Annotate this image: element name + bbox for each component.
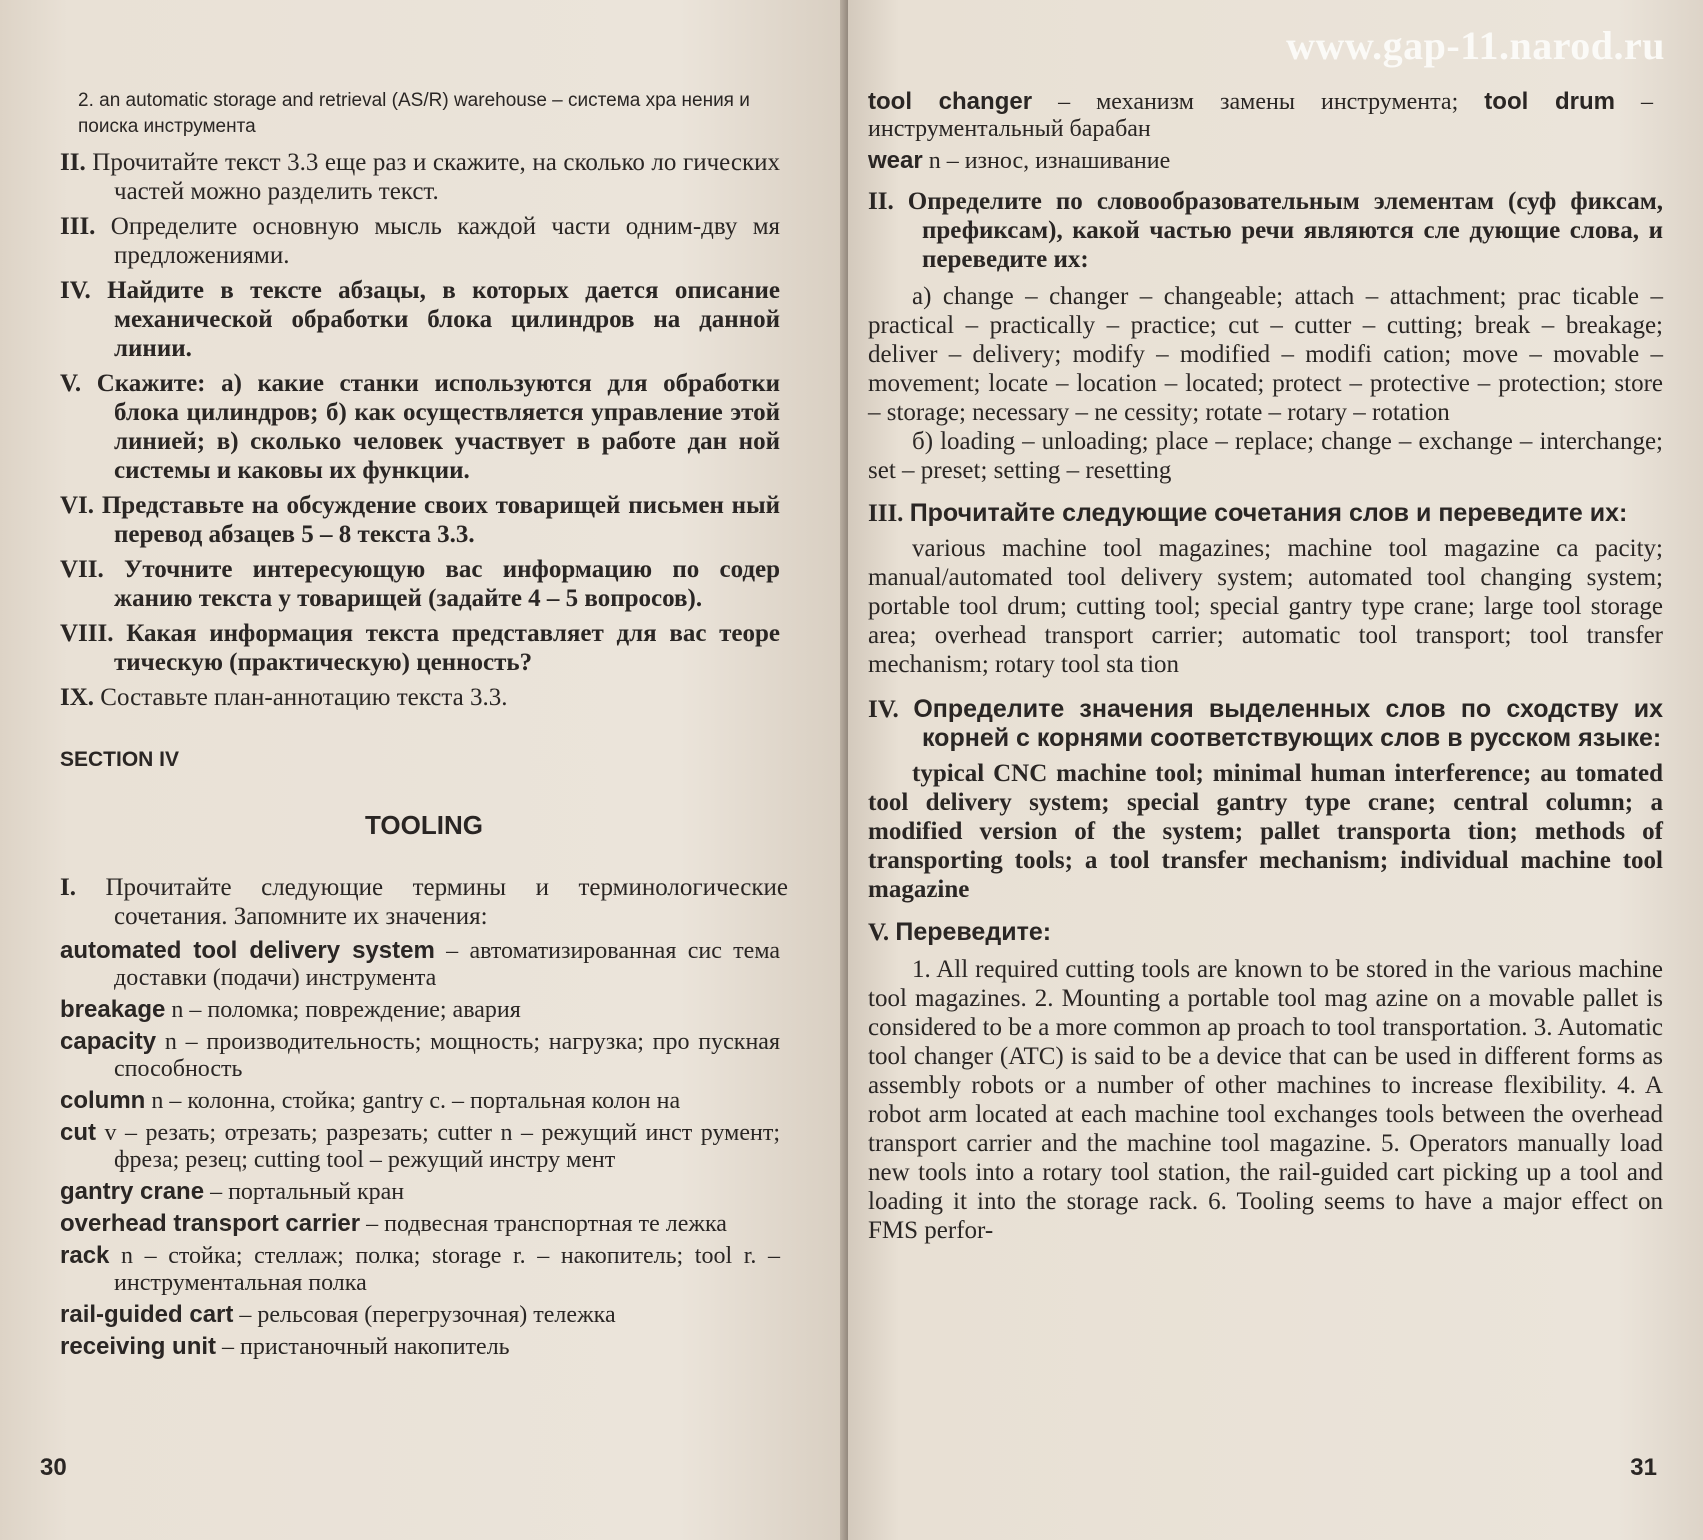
glossary-entry: automated tool delivery system – автоматизированная сис тема доставки (подачи) инструмента [60,937,781,991]
glossary-entry: capacity n – производительность; мощность; нагрузка; про пускная способность [60,1028,780,1082]
site-watermark: www.gap-11.narod.ru [1286,23,1665,68]
exercise-item: II. Прочитайте текст 3.3 еще раз и скажите, на сколько ло гических частей можно разделить текст. [60,149,780,205]
glossary-entry: gantry crane – портальный кран [60,1178,405,1205]
exercise-item: IV. Найдите в тексте абзацы, в которых дается описание механической обработки блока цилиндров на данной линии. [60,277,780,362]
glossary-entry: receiving unit – пристаночный накопитель [60,1333,510,1360]
exercise-item: V. Скажите: а) какие станки используются для обработки блока цилиндров; б) как осуществляется управление этой линией; в) сколько человек участвует в работе дан ной системы и каковы их функции. [60,370,781,484]
exercise-body: б) loading – unloading; place – replace; change – exchange – interchange; set – preset; setting – resetting [868,428,1663,484]
exercise-item: VII. Уточните интересующую вас информацию по содер жанию текста у товарищей (задайте 4 – 5 вопросов). [60,556,780,612]
exercise-item: I. Прочитайте следующие термины и терминологические сочетания. Запомните их значения: [60,874,789,930]
glossary-entry: tool changer – механизм замены инструмента; tool drum – инструментальный барабан [868,88,1654,142]
glossary-entry: column n – колонна, стойка; gantry с. – портальная колон на [60,1087,681,1114]
exercise-item: VIII. Какая информация текста представляет для вас теоре тическую (практическую) ценность? [60,620,780,676]
right-page [848,0,1703,1540]
glossary-entry: cut v – резать; отрезать; разрезать; cutter n – режущий инст румент; фреза; резец; cutting tool – режущий инстру мент [60,1119,780,1173]
exercise-list [60,148,848,712]
page-number: 31 [1630,1454,1657,1481]
exercise-item: III. Прочитайте следующие сочетания слов и переведите их: [868,499,1628,527]
glossary-list [868,88,1663,175]
glossary-entry: overhead transport carrier – подвесная транспортная те лежка [60,1210,727,1237]
glossary-entry: rail-guided cart – рельсовая (перегрузочная) тележка [60,1301,616,1328]
exercise-item: IV. Определите значения выделенных слов по сходству их корней с корнями соответствующих слов в русском языке: [868,695,1664,752]
glossary-entry: rack n – стойка; стеллаж; полка; storage r. – накопитель; tool r. – инструментальная полка [60,1242,780,1296]
exercise-item: V. Переведите: [868,918,1052,946]
glossary-list [60,937,848,1361]
page-title: TOOLING [365,810,483,840]
exercise-item: II. Определите по словообразовательным элементам (суф фиксам, префиксам), какой частью речи являются сле дующие слова, и переведите их: [868,188,1664,273]
page-number: 30 [40,1454,67,1481]
exercise-body: а) change – changer – changeable; attach – attachment; prac ticable – practical – practically – practice; cut – cutter – cutting; break – breakage; deliver – delivery; modify – modified – modifi cation; move – movable – movement; locate – location – located; protect – protective – protection; store – storage; necessary – ne cessity; rotate – rotary – rotation [868,283,1663,426]
exercise-body: typical CNC machine tool; minimal human interference; au tomated tool delivery system; special gantry type crane; central column; a modified version of the system; pallet transporta tion; methods of transporting tools; a tool transfer mechanism; individual machine tool magazine [868,760,1663,903]
exercise-item: III. Определите основную мысль каждой части одним-дву мя предложениями. [60,213,781,269]
exercise-item: IX. Составьте план-аннотацию текста 3.3. [60,684,508,711]
exercise-body: 1. All required cutting tools are known to be stored in the various machine tool magazines. 2. Mounting a portable tool mag azine on a movable pallet is considered to be a more common ap proach to tool transportation. 3. Automatic tool changer (ATC) is said to be a device that can be used in different forms as assembly robots or a number of other machines to increase flexibility. 4. A robot arm located at each machine tool exchanges tools between the overhead transport carrier and the machine tool magazine. 5. Operators manually load new tools into a rotary tool station, the rail-guided cart picking up a tool and loading it into the storage rack. 6. Tooling seems to have a major effect on FMS perfor- [868,956,1663,1244]
note-line: 2. an automatic storage and retrieval (AS/R) warehouse – система хра нения и поиска инструмента [78,90,750,137]
exercise-body: various machine tool magazines; machine tool magazine ca pacity; manual/automated tool delivery system; automated tool changing system; portable tool drum; cutting tool; special gantry type crane; large tool storage area; overhead transport carrier; automatic tool transport; tool transfer mechanism; rotary tool sta tion [868,535,1663,678]
section-heading: SECTION IV [60,748,180,771]
glossary-entry: breakage n – поломка; повреждение; авария [60,996,521,1023]
glossary-entry: wear n – износ, изнашивание [868,147,1171,174]
exercise-item: VI. Представьте на обсуждение своих товарищей письмен ный перевод абзацев 5 – 8 текста 3.3. [60,492,780,548]
left-page [0,0,848,1540]
